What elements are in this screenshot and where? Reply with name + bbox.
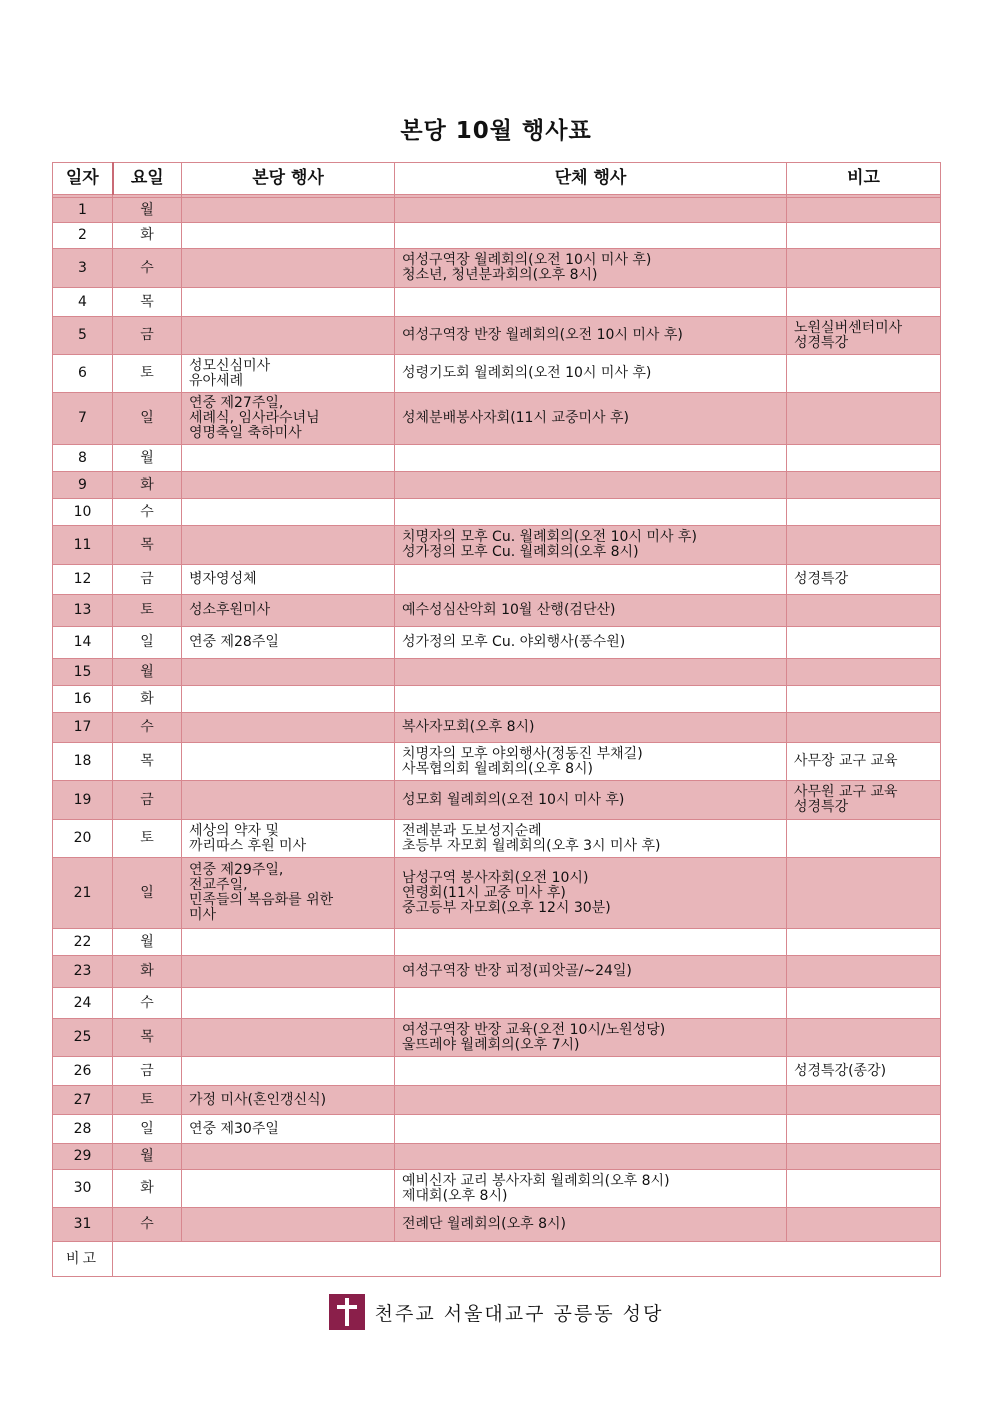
- note-cell: [787, 355, 941, 393]
- parish-cell: [182, 472, 395, 499]
- date-cell: 6: [53, 355, 113, 393]
- note-cell-line: 사무장 교구 교육: [794, 753, 898, 769]
- table-row: [53, 317, 941, 355]
- day-cell: 월: [113, 445, 182, 472]
- date-cell: 14: [53, 627, 113, 659]
- note-cell: [787, 1208, 941, 1242]
- parish-cell: [182, 249, 395, 288]
- day-cell: 일: [113, 627, 182, 659]
- header-parish-events: 본당 행사: [182, 163, 395, 195]
- footer: [0, 1292, 992, 1332]
- parish-cell: [182, 858, 395, 929]
- date-cell: 18: [53, 743, 113, 781]
- note-cell: [787, 499, 941, 526]
- note-cell: [787, 627, 941, 659]
- notes-row: [53, 1242, 941, 1277]
- day-cell: 수: [113, 249, 182, 288]
- group-cell-line: 치명자의 모후 Cu. 월례회의(오전 10시 미사 후): [402, 529, 697, 545]
- date-cell: 30: [53, 1170, 113, 1208]
- table-row: [53, 1057, 941, 1086]
- group-cell-line: 전례분과 도보성지순례: [402, 822, 542, 839]
- parish-cell: [182, 743, 395, 781]
- group-cell: [395, 472, 787, 499]
- date-cell: 24: [53, 988, 113, 1019]
- group-cell: [395, 595, 787, 627]
- table-row: [53, 1086, 941, 1115]
- group-cell: [395, 445, 787, 472]
- day-cell: 목: [113, 526, 182, 565]
- schedule-table: [52, 162, 941, 1277]
- group-cell-line: 초등부 자모회 월례회의(오후 3시 미사 후): [402, 837, 661, 854]
- date-cell: 9: [53, 472, 113, 499]
- group-cell: [395, 223, 787, 249]
- note-cell: [787, 781, 941, 820]
- group-cell: [395, 526, 787, 565]
- page-title: 본당 10월 행사표: [400, 118, 592, 144]
- table-row: [53, 526, 941, 565]
- table-row: [53, 743, 941, 781]
- date-cell: 16: [53, 686, 113, 713]
- day-cell: 화: [113, 1170, 182, 1208]
- note-cell: [787, 929, 941, 956]
- table-row: [53, 198, 941, 223]
- parish-cell-line: 연중 제30주일: [189, 1120, 279, 1137]
- day-cell: 금: [113, 565, 182, 595]
- group-cell: [395, 820, 787, 858]
- note-cell: [787, 1170, 941, 1208]
- notes-value: [113, 1242, 941, 1277]
- parish-cell: [182, 781, 395, 820]
- group-cell: [395, 929, 787, 956]
- group-cell: [395, 956, 787, 988]
- group-cell-line: 성체분배봉사자회(11시 교중미사 후): [402, 410, 629, 426]
- header-date: 일자: [53, 163, 113, 195]
- parish-cell: [182, 1144, 395, 1170]
- table-row: [53, 627, 941, 659]
- date-cell: 4: [53, 288, 113, 317]
- date-cell: 20: [53, 820, 113, 858]
- table-row: [53, 1144, 941, 1170]
- group-cell-line: 사목협의회 월례회의(오후 8시): [402, 760, 594, 777]
- group-cell-line: 성가정의 모후 Cu. 야외행사(풍수원): [402, 634, 626, 650]
- note-cell-line: 노원실버센터미사: [794, 319, 903, 336]
- date-cell: 15: [53, 659, 113, 686]
- table-row: [53, 956, 941, 988]
- parish-cell-line: 병자영성체: [189, 571, 257, 587]
- group-cell-line: 청소년, 청년분과회의(오후 8시): [402, 267, 598, 283]
- note-cell-line: 성경특강: [794, 799, 849, 815]
- date-cell: 22: [53, 929, 113, 956]
- note-cell: [787, 988, 941, 1019]
- group-cell: [395, 1019, 787, 1057]
- parish-cell: [182, 526, 395, 565]
- footer-text: 천주교 서울대교구 공릉동 성당: [374, 1302, 664, 1325]
- parish-cell-line: 가정 미사(혼인갱신식): [189, 1091, 327, 1108]
- day-cell: 토: [113, 820, 182, 858]
- day-cell: 수: [113, 1208, 182, 1242]
- group-cell: [395, 743, 787, 781]
- table-row: [53, 686, 941, 713]
- table-row: [53, 393, 941, 445]
- header-group-events: 단체 행사: [395, 163, 787, 195]
- day-cell: 금: [113, 1057, 182, 1086]
- parish-cell: [182, 565, 395, 595]
- group-cell-line: 치명자의 모후 야외행사(정동진 부채길): [402, 745, 643, 762]
- parish-cell: [182, 659, 395, 686]
- table-row: [53, 929, 941, 956]
- parish-cell: [182, 393, 395, 445]
- date-cell: 5: [53, 317, 113, 355]
- note-cell: [787, 249, 941, 288]
- day-cell: 목: [113, 1019, 182, 1057]
- group-cell: [395, 288, 787, 317]
- day-cell: 일: [113, 858, 182, 929]
- group-cell-line: 성령기도회 월례회의(오전 10시 미사 후): [402, 365, 652, 381]
- day-cell: 월: [113, 1144, 182, 1170]
- table-row: [53, 499, 941, 526]
- header-row: [53, 163, 941, 195]
- table-row: [53, 565, 941, 595]
- note-cell: [787, 1019, 941, 1057]
- note-cell: [787, 1144, 941, 1170]
- date-cell: 25: [53, 1019, 113, 1057]
- note-cell: [787, 1057, 941, 1086]
- table-row: [53, 1170, 941, 1208]
- note-cell: [787, 686, 941, 713]
- day-cell: 금: [113, 781, 182, 820]
- note-cell: [787, 565, 941, 595]
- date-cell: 2: [53, 223, 113, 249]
- date-cell: 11: [53, 526, 113, 565]
- group-cell: [395, 499, 787, 526]
- day-cell: 월: [113, 198, 182, 223]
- parish-cell: [182, 1086, 395, 1115]
- parish-cell-line: 연중 제27주일,: [189, 395, 284, 411]
- day-cell: 목: [113, 288, 182, 317]
- group-cell: [395, 1086, 787, 1115]
- parish-cell: [182, 595, 395, 627]
- note-cell: [787, 526, 941, 565]
- date-cell: 29: [53, 1144, 113, 1170]
- date-cell: 8: [53, 445, 113, 472]
- group-cell: [395, 713, 787, 743]
- note-cell: [787, 659, 941, 686]
- day-cell: 화: [113, 686, 182, 713]
- parish-cell-line: 성소후원미사: [189, 602, 271, 618]
- group-cell-line: 성가정의 모후 Cu. 월례회의(오후 8시): [402, 544, 639, 560]
- date-cell: 23: [53, 956, 113, 988]
- header-note: 비고: [787, 163, 941, 195]
- parish-cell-line: 세상의 약자 및: [189, 822, 280, 839]
- group-cell-line: 여성구역장 반장 교육(오전 10시/노원성당): [402, 1021, 666, 1038]
- note-cell: [787, 713, 941, 743]
- date-cell: 26: [53, 1057, 113, 1086]
- table-row: [53, 355, 941, 393]
- group-cell: [395, 858, 787, 929]
- table-row: [53, 249, 941, 288]
- parish-cell: [182, 499, 395, 526]
- group-cell-line: 복사자모회(오후 8시): [402, 719, 535, 735]
- day-cell: 토: [113, 355, 182, 393]
- group-cell: [395, 1170, 787, 1208]
- schedule-body: [53, 195, 941, 1277]
- note-cell: [787, 743, 941, 781]
- group-cell: [395, 781, 787, 820]
- parish-cell: [182, 1170, 395, 1208]
- parish-cell: [182, 1208, 395, 1242]
- group-cell: [395, 1057, 787, 1086]
- note-cell: [787, 956, 941, 988]
- date-cell: 27: [53, 1086, 113, 1115]
- note-cell: [787, 1115, 941, 1144]
- day-cell: 월: [113, 929, 182, 956]
- group-cell-line: 전례단 월례회의(오후 8시): [402, 1216, 566, 1232]
- parish-cell: [182, 445, 395, 472]
- parish-cell-line: 미사: [189, 907, 217, 923]
- day-cell: 화: [113, 223, 182, 249]
- group-cell-line: 남성구역 봉사자회(오전 10시): [402, 869, 589, 886]
- parish-cell: [182, 686, 395, 713]
- parish-cell-line: 연중 제28주일: [189, 634, 279, 650]
- day-cell: 토: [113, 595, 182, 627]
- group-cell: [395, 198, 787, 223]
- parish-cell-line: 영명축일 축하미사: [189, 425, 302, 441]
- note-cell: [787, 198, 941, 223]
- parish-cell: [182, 198, 395, 223]
- day-cell: 일: [113, 1115, 182, 1144]
- group-cell: [395, 1208, 787, 1242]
- parish-cell: [182, 355, 395, 393]
- note-cell-line: 성경특강(종강): [794, 1062, 887, 1079]
- day-cell: 화: [113, 956, 182, 988]
- note-cell: [787, 393, 941, 445]
- date-cell: 3: [53, 249, 113, 288]
- day-cell: 목: [113, 743, 182, 781]
- parish-cell-line: 성모신심미사: [189, 357, 271, 374]
- date-cell: 12: [53, 565, 113, 595]
- date-cell: 19: [53, 781, 113, 820]
- parish-cell: [182, 1115, 395, 1144]
- group-cell-line: 여성구역장 월례회의(오전 10시 미사 후): [402, 252, 652, 268]
- date-cell: 21: [53, 858, 113, 929]
- group-cell: [395, 627, 787, 659]
- table-row: [53, 1115, 941, 1144]
- parish-cell: [182, 627, 395, 659]
- parish-cell: [182, 988, 395, 1019]
- note-cell-line: 성경특강: [794, 571, 849, 587]
- table-row: [53, 713, 941, 743]
- table-row: [53, 288, 941, 317]
- group-cell: [395, 565, 787, 595]
- group-cell-line: 중고등부 자모회(오후 12시 30분): [402, 899, 611, 916]
- parish-cell-line: 까리따스 후원 미사: [189, 837, 307, 854]
- group-cell-line: 성모회 월례회의(오전 10시 미사 후): [402, 791, 625, 808]
- table-row: [53, 858, 941, 929]
- table-row: [53, 1019, 941, 1057]
- note-cell: [787, 858, 941, 929]
- group-cell: [395, 317, 787, 355]
- table-row: [53, 988, 941, 1019]
- note-cell-line: 성경특강: [794, 334, 849, 351]
- group-cell-line: 제대회(오후 8시): [402, 1187, 508, 1204]
- parish-cell: [182, 1019, 395, 1057]
- parish-cell: [182, 713, 395, 743]
- date-cell: 7: [53, 393, 113, 445]
- table-row: [53, 472, 941, 499]
- day-cell: 월: [113, 659, 182, 686]
- day-cell: 수: [113, 499, 182, 526]
- parish-cell: [182, 223, 395, 249]
- cathedral-logo-icon: [329, 1294, 365, 1330]
- note-cell-line: 사무원 교구 교육: [794, 784, 898, 800]
- day-cell: 수: [113, 988, 182, 1019]
- group-cell-line: 여성구역장 반장 피정(피앗골/~24일): [402, 963, 632, 979]
- group-cell-line: 예비신자 교리 봉사자회 월례회의(오후 8시): [402, 1172, 670, 1189]
- group-cell-line: 울뜨레야 월례회의(오후 7시): [402, 1036, 580, 1053]
- note-cell: [787, 223, 941, 249]
- day-cell: 토: [113, 1086, 182, 1115]
- date-cell: 31: [53, 1208, 113, 1242]
- parish-cell: [182, 956, 395, 988]
- day-cell: 일: [113, 393, 182, 445]
- parish-cell-line: 전교주일,: [189, 877, 248, 893]
- note-cell: [787, 820, 941, 858]
- parish-cell: [182, 820, 395, 858]
- group-cell: [395, 988, 787, 1019]
- table-row: [53, 820, 941, 858]
- group-cell: [395, 686, 787, 713]
- parish-cell: [182, 288, 395, 317]
- table-row: [53, 781, 941, 820]
- note-cell: [787, 288, 941, 317]
- group-cell: [395, 249, 787, 288]
- date-cell: 10: [53, 499, 113, 526]
- parish-cell-line: 연중 제29주일,: [189, 862, 284, 878]
- parish-cell: [182, 929, 395, 956]
- date-cell: 1: [53, 198, 113, 223]
- group-cell: [395, 1144, 787, 1170]
- group-cell: [395, 1115, 787, 1144]
- group-cell: [395, 355, 787, 393]
- table-row: [53, 595, 941, 627]
- date-cell: 17: [53, 713, 113, 743]
- table-row: [53, 659, 941, 686]
- group-cell-line: 예수성심산악회 10월 산행(검단산): [402, 602, 616, 618]
- table-row: [53, 1208, 941, 1242]
- table-row: [53, 223, 941, 249]
- parish-cell: [182, 317, 395, 355]
- note-cell: [787, 317, 941, 355]
- group-cell: [395, 393, 787, 445]
- day-cell: 금: [113, 317, 182, 355]
- parish-cell-line: 민족들의 복음화를 위한: [189, 892, 334, 908]
- parish-cell-line: 세례식, 임사라수녀님: [189, 410, 320, 426]
- note-cell: [787, 445, 941, 472]
- group-cell: [395, 659, 787, 686]
- parish-cell: [182, 1057, 395, 1086]
- header-day: 요일: [113, 163, 182, 195]
- date-cell: 28: [53, 1115, 113, 1144]
- note-cell: [787, 1086, 941, 1115]
- parish-cell-line: 유아세례: [189, 372, 244, 389]
- table-row: [53, 445, 941, 472]
- date-cell: 13: [53, 595, 113, 627]
- day-cell: 수: [113, 713, 182, 743]
- note-cell: [787, 595, 941, 627]
- group-cell-line: 연령회(11시 교중 미사 후): [402, 884, 566, 901]
- note-cell: [787, 472, 941, 499]
- notes-label: 비고: [53, 1242, 113, 1277]
- day-cell: 화: [113, 472, 182, 499]
- group-cell-line: 여성구역장 반장 월례회의(오전 10시 미사 후): [402, 327, 683, 343]
